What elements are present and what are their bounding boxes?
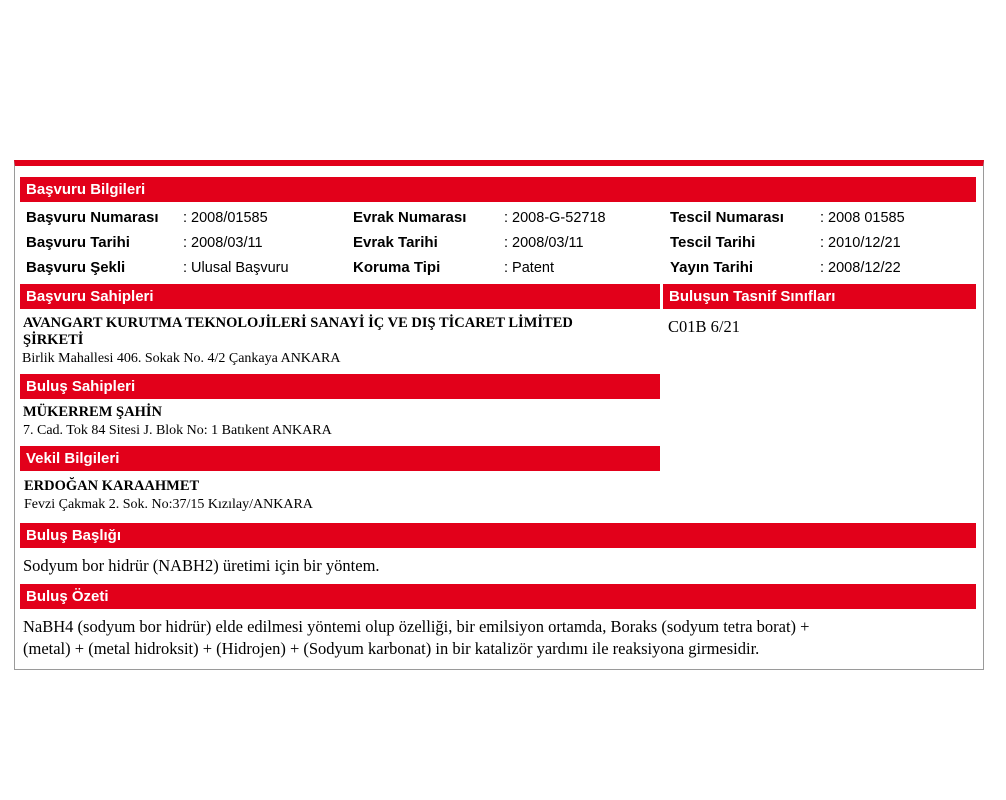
label-tescil-tarihi: Tescil Tarihi: [670, 234, 756, 251]
value-evrak-numarasi: : 2008-G-52718: [504, 210, 606, 226]
section-header-basvuru-sahipleri: Başvuru Sahipleri: [20, 284, 660, 309]
attorney-address: Fevzi Çakmak 2. Sok. No:37/15 Kızılay/ANKARA: [24, 497, 313, 512]
label-basvuru-numarasi: Başvuru Numarası: [26, 209, 159, 226]
value-tescil-tarihi: : 2010/12/21: [820, 235, 901, 251]
label-evrak-tarihi: Evrak Tarihi: [353, 234, 438, 251]
value-basvuru-numarasi: : 2008/01585: [183, 210, 268, 226]
value-yayin-tarihi: : 2008/12/22: [820, 260, 901, 276]
value-tescil-numarasi: : 2008 01585: [820, 210, 905, 226]
label-basvuru-sekli: Başvuru Şekli: [26, 259, 126, 276]
label-evrak-numarasi: Evrak Numarası: [353, 209, 467, 226]
section-header-tasnif-siniflari: Buluşun Tasnif Sınıfları: [663, 284, 976, 309]
label-basvuru-tarihi: Başvuru Tarihi: [26, 234, 130, 251]
value-koruma-tipi: : Patent: [504, 260, 554, 276]
section-header-bulus-basligi: Buluş Başlığı: [20, 523, 976, 548]
abstract-line-1: NaBH4 (sodyum bor hidrür) elde edilmesi yöntemi olup özelliği, bir emilsiyon ortamda, Boraks (sodyum tetra borat) +: [23, 617, 810, 636]
invention-title: Sodyum bor hidrür (NABH2) üretimi için bir yöntem.: [23, 556, 380, 575]
inventor-address: 7. Cad. Tok 84 Sitesi J. Blok No: 1 Batıkent ANKARA: [23, 423, 332, 438]
inventor-name: MÜKERREM ŞAHİN: [23, 404, 162, 420]
classification-code: C01B 6/21: [668, 317, 740, 336]
section-header-bulus-ozeti: Buluş Özeti: [20, 584, 976, 609]
value-basvuru-tarihi: : 2008/03/11: [183, 235, 263, 251]
attorney-name: ERDOĞAN KARAAHMET: [24, 478, 200, 494]
label-koruma-tipi: Koruma Tipi: [353, 259, 441, 276]
section-header-vekil-bilgileri: Vekil Bilgileri: [20, 446, 660, 471]
abstract-line-2: (metal) + (metal hidroksit) + (Hidrojen) + (Sodyum karbonat) in bir katalizör yardımı ile reaksiyona girmesidir.: [23, 639, 760, 658]
label-yayin-tarihi: Yayın Tarihi: [670, 259, 754, 276]
label-tescil-numarasi: Tescil Numarası: [670, 209, 784, 226]
value-evrak-tarihi: : 2008/03/11: [504, 235, 584, 251]
section-header-basvuru-bilgileri: Başvuru Bilgileri: [20, 177, 976, 202]
section-header-bulus-sahipleri: Buluş Sahipleri: [20, 374, 660, 399]
applicant-address: Birlik Mahallesi 406. Sokak No. 4/2 Çankaya ANKARA: [22, 351, 341, 366]
applicant-name-line2: ŞİRKETİ: [23, 332, 84, 348]
value-basvuru-sekli: : Ulusal Başvuru: [183, 260, 289, 276]
applicant-name-line1: AVANGART KURUTMA TEKNOLOJİLERİ SANAYİ İÇ VE DIŞ TİCARET LİMİTED: [23, 315, 573, 331]
